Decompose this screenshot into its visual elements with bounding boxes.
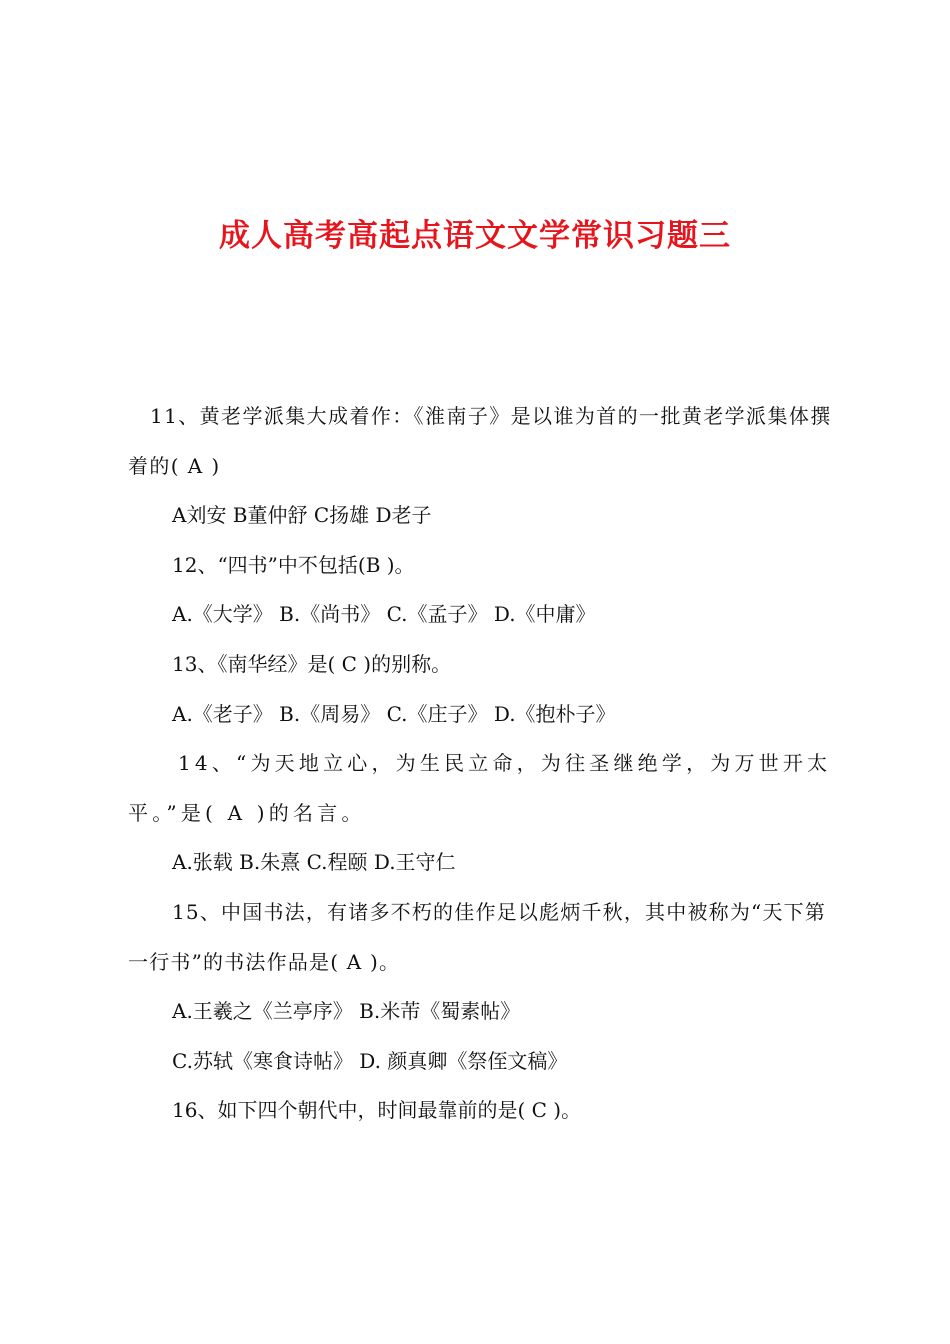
question-12: 12、“四书”中不包括(B )。	[172, 552, 415, 577]
question-15-options-line-2: C.苏轼《寒食诗帖》 D. 颜真卿《祭侄文稿》	[172, 1048, 568, 1073]
question-13: 13、《南华经》是( C )的别称。	[172, 651, 452, 676]
question-14-options: A.张载 B.朱熹 C.程颐 D.王守仁	[172, 850, 456, 875]
question-12-options: A.《大学》 B.《尚书》 C.《孟子》 D.《中庸》	[172, 602, 596, 627]
question-16: 16、如下四个朝代中，时间最靠前的是( C )。	[172, 1098, 582, 1123]
question-list	[128, 392, 832, 1136]
question-15-options-line-1: A.王羲之《兰亭序》 B.米芾《蜀素帖》	[172, 999, 521, 1024]
question-13-options: A.《老子》 B.《周易》 C.《庄子》 D.《抱朴子》	[172, 701, 616, 726]
question-11: 11、黄老学派集大成着作：《淮南子》是以谁为首的一批黄老学派集体撰着的( A )	[128, 404, 832, 478]
document-title: 成人高考高起点语文文学常识习题三	[219, 218, 731, 254]
question-11-options: A刘安 B董仲舒 C扬雄 D老子	[172, 503, 432, 528]
question-15: 15、中国书法，有诸多不朽的佳作足以彪炳千秋，其中被称为“天下第一行书”的书法作品是( A )。	[128, 899, 827, 974]
question-14: 14、“为天地立心，为生民立命，为往圣继绝学，为万世开太平。”是( A )的名言。	[128, 751, 832, 825]
